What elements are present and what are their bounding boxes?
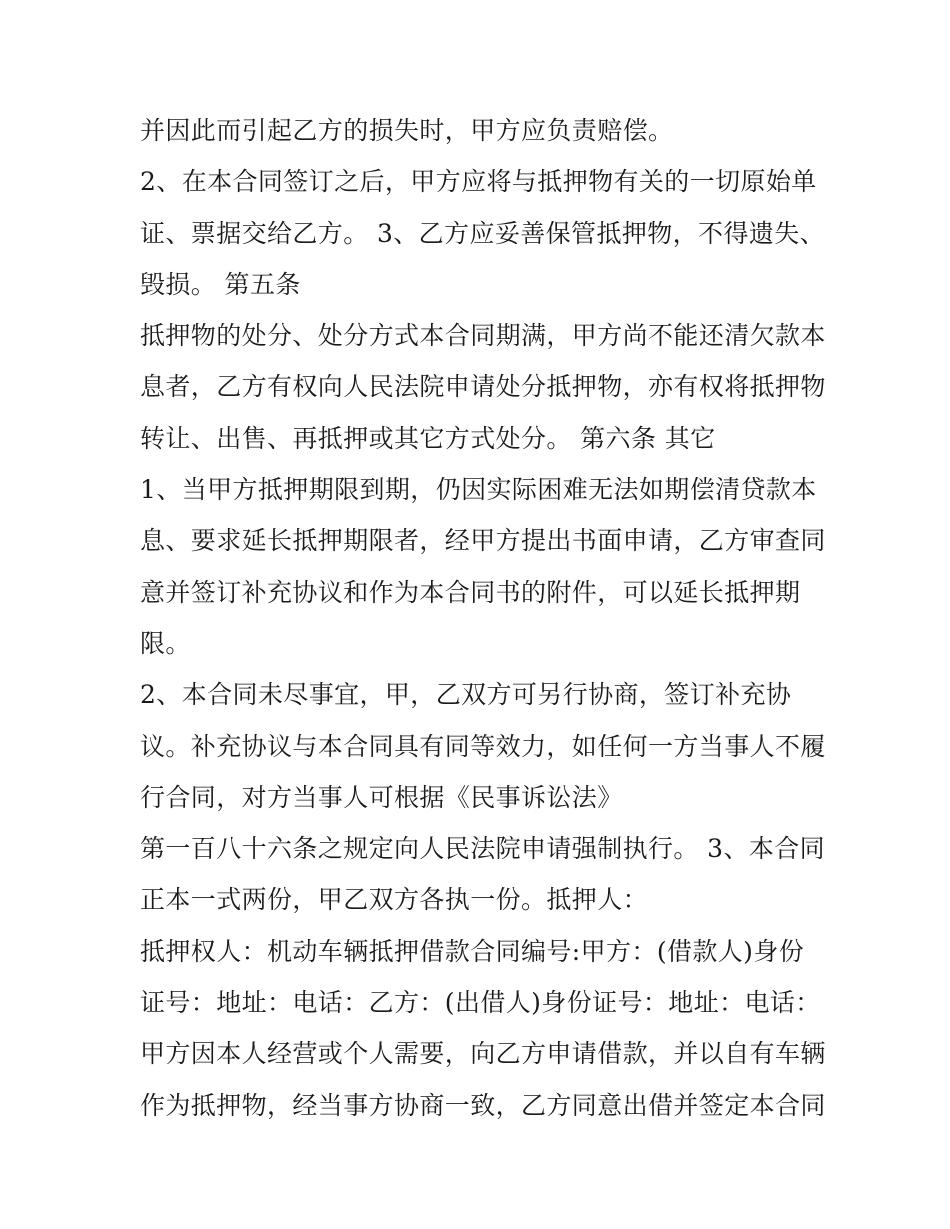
text-line: 毁损。 第五条 [140, 269, 301, 299]
text-line: 抵押物的处分、处分方式本合同期满，甲方尚不能还清欠款本 [140, 321, 826, 351]
text-line: 甲方因本人经营或个人需要，向乙方申请借款，并以自有车辆 [140, 1039, 826, 1069]
text-line: 2、本合同未尽事宜，甲，乙双方可另行协商，签订补充协 [140, 680, 792, 710]
text-line: 转让、出售、再抵押或其它方式处分。 第六条 其它 [140, 423, 716, 453]
text-line: 证、票据交给乙方。 3、乙方应妥善保管抵押物，不得遗失、 [140, 218, 826, 248]
text-line: 息者，乙方有权向人民法院申请处分抵押物，亦有权将抵押物 [140, 372, 826, 402]
text-line: 作为抵押物，经当事方协商一致，乙方同意出借并签定本合同 [140, 1090, 826, 1120]
text-line: 行合同，对方当事人可根据《民事诉讼法》 [140, 782, 623, 812]
text-line: 2、在本合同签订之后，甲方应将与抵押物有关的一切原始单 [140, 167, 817, 197]
text-line: 限。 [140, 628, 191, 658]
text-line: 正本一式两份，甲乙双方各执一份。抵押人： [140, 885, 649, 915]
text-line: 并因此而引起乙方的损失时，甲方应负责赔偿。 [140, 116, 674, 145]
text-line: 1、当甲方抵押期限到期，仍因实际困难无法如期偿清贷款本 [140, 475, 817, 505]
text-line: 息、要求延长抵押期限者，经甲方提出书面申请，乙方审查同 [140, 526, 826, 556]
text-line: 抵押权人：机动车辆抵押借款合同编号:甲方：(借款人)身份 [140, 936, 805, 966]
text-line: 证号：地址：电话：乙方：(出借人)身份证号：地址：电话： [140, 988, 821, 1018]
text-line: 意并签订补充协议和作为本合同书的附件，可以延长抵押期 [140, 577, 801, 607]
document-body [140, 105, 830, 1131]
text-line: 议。补充协议与本合同具有同等效力，如任何一方当事人不履 [140, 731, 826, 761]
text-line: 第一百八十六条之规定向人民法院申请强制执行。 3、本合同 [140, 834, 826, 864]
